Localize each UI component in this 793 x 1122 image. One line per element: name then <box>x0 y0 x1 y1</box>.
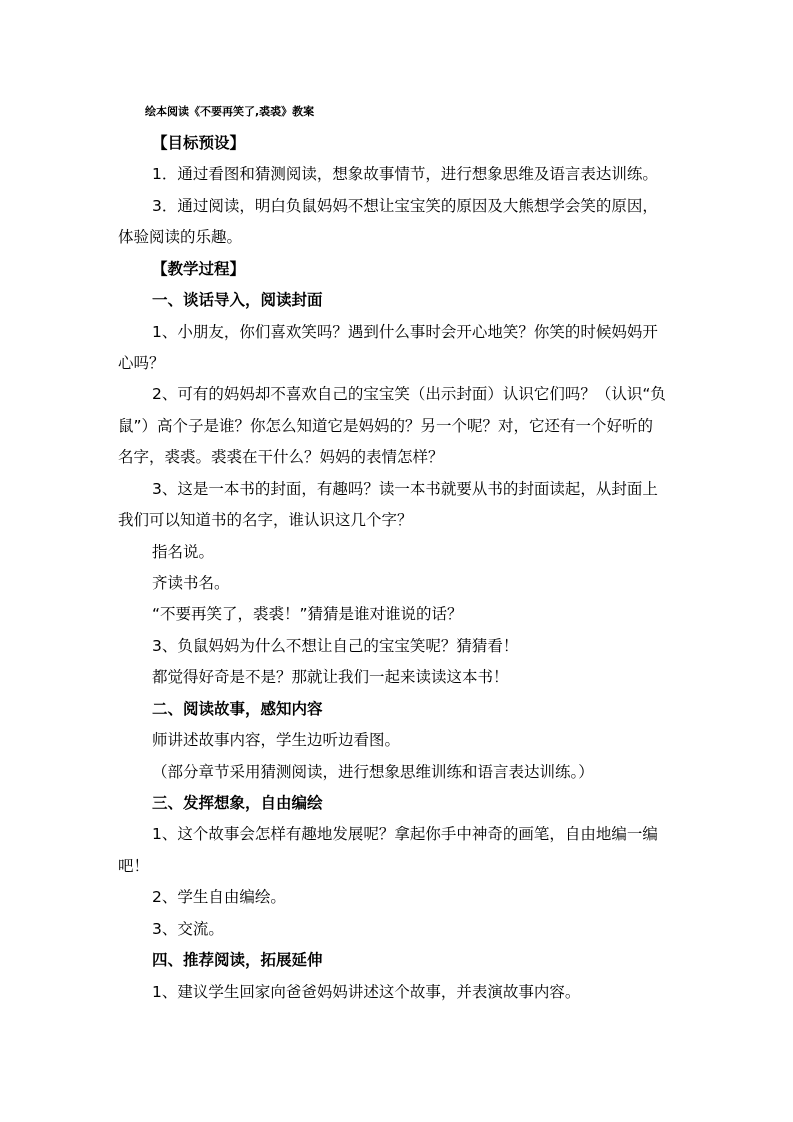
paragraph-line: 鼠”）高个子是谁？你怎么知道它是妈妈的？另一个呢？对，它还有一个好听的 <box>118 417 654 435</box>
step-heading-1: 一、谈话导入，阅读封面 <box>152 291 323 309</box>
document-title: 绘本阅读《不要再笑了,裘裘》教案 <box>145 105 315 118</box>
goal-item-3: 3．通过阅读，明白负鼠妈妈不想让宝宝笑的原因及大熊想学会笑的原因， <box>152 197 658 215</box>
paragraph-line: 3、交流。 <box>152 920 224 938</box>
paragraph-line: “不要再笑了，裘裘！”猜猜是谁对谁说的话？ <box>152 605 463 623</box>
step-heading-2: 二、阅读故事，感知内容 <box>152 700 323 718</box>
paragraph-line: 2、可有的妈妈却不喜欢自己的宝宝笑（出示封面）认识它们吗？（认识“负 <box>152 385 666 403</box>
step-heading-4: 四、推荐阅读，拓展延伸 <box>152 951 323 969</box>
paragraph-line: 3、负鼠妈妈为什么不想让自己的宝宝笑呢？猜猜看！ <box>152 637 519 655</box>
paragraph-line: 3、这是一本书的封面，有趣吗？读一本书就要从书的封面读起，从封面上 <box>152 480 658 498</box>
paragraph-line: 2、学生自由编绘。 <box>152 888 286 906</box>
goal-item-1: 1．通过看图和猜测阅读，想象故事情节，进行想象思维及语言表达训练。 <box>152 165 658 183</box>
paragraph-line: 名字，裘裘。裘裘在干什么？妈妈的表情怎样？ <box>118 448 444 466</box>
paragraph-line: 我们可以知道书的名字，谁认识这几个字？ <box>118 511 413 529</box>
step-heading-3: 三、发挥想象，自由编绘 <box>152 794 323 812</box>
paragraph-line: 师讲述故事内容，学生边听边看图。 <box>152 731 401 749</box>
paragraph-line: 1、小朋友，你们喜欢笑吗？遇到什么事时会开心地笑？你笑的时候妈妈开 <box>152 323 658 341</box>
paragraph-line: 心吗？ <box>118 354 165 372</box>
paragraph-line: 齐读书名。 <box>152 574 230 592</box>
paragraph-line: 1、这个故事会怎样有趣地发展呢？拿起你手中神奇的画笔，自由地编一编 <box>152 825 658 843</box>
paragraph-line: （部分章节采用猜测阅读，进行想象思维训练和语言表达训练。） <box>152 763 594 781</box>
paragraph-line: 吧！ <box>118 857 150 875</box>
paragraph-line: 指名说。 <box>152 543 215 561</box>
paragraph-line: 1、建议学生回家向爸爸妈妈讲述这个故事，并表演故事内容。 <box>152 983 581 1001</box>
paragraph-line: 都觉得好奇是不是？那就让我们一起来读读这本书！ <box>152 668 509 686</box>
section-heading-goals: 【目标预设】 <box>152 134 246 152</box>
goal-item-3-continued: 体验阅读的乐趣。 <box>118 228 243 246</box>
section-heading-process: 【教学过程】 <box>152 260 246 278</box>
